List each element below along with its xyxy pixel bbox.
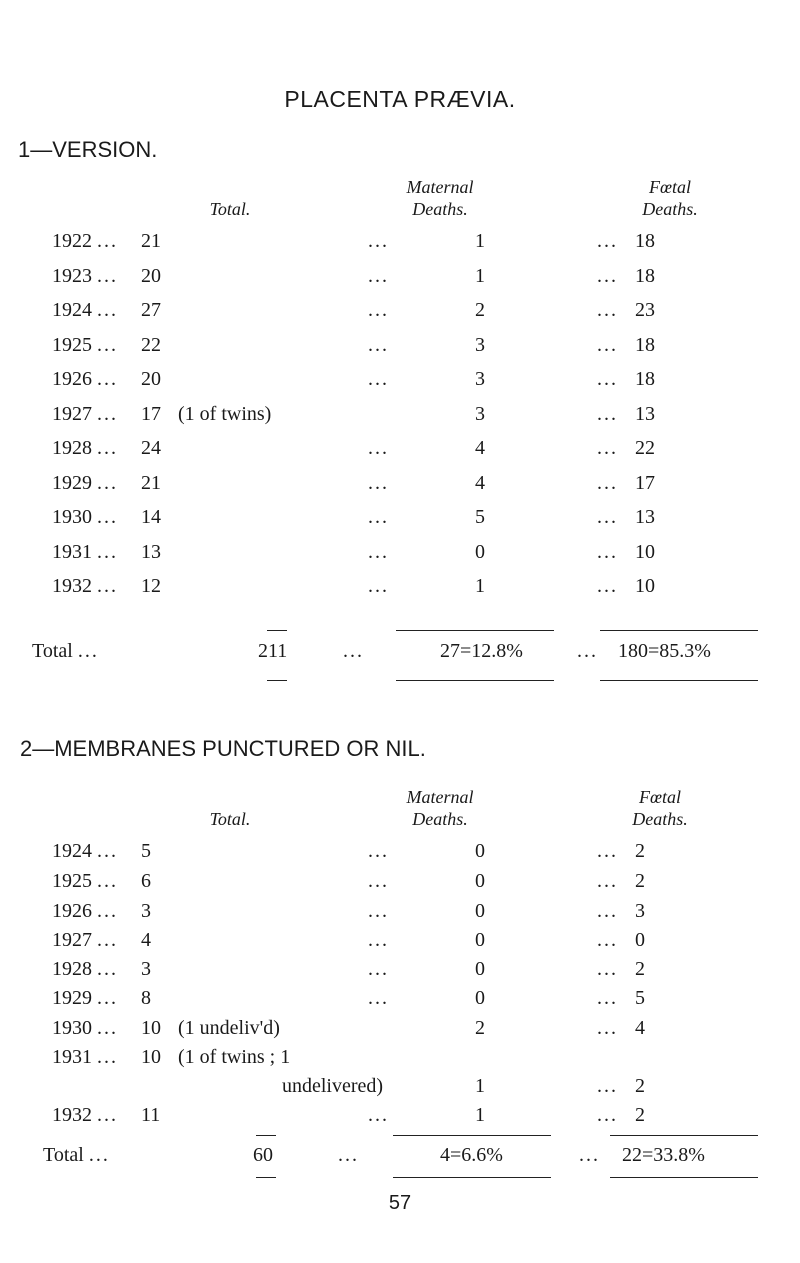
divider <box>396 630 554 631</box>
row-total: 20 <box>141 264 161 287</box>
row-foetal-deaths: 13 <box>635 402 655 425</box>
total-row-label: Total ... <box>43 1144 110 1166</box>
divider <box>267 680 287 681</box>
row-foetal-deaths: 18 <box>635 368 655 390</box>
row-foetal-deaths: 4 <box>635 1017 645 1039</box>
row-foetal-deaths: 17 <box>635 471 655 494</box>
row-maternal-deaths: 0 <box>475 540 485 563</box>
row-total: 21 <box>141 230 161 252</box>
column-header-foetal <box>570 786 750 830</box>
row-year: 1924 <box>52 299 92 321</box>
divider <box>256 1177 276 1178</box>
leader-dots: ... <box>97 1104 118 1126</box>
row-year: 1926 <box>52 368 92 390</box>
row-year: 1932 <box>52 575 92 597</box>
leader-dots: ... <box>97 299 118 321</box>
row-year: 1925 <box>52 870 92 892</box>
row-total: 10 <box>141 1046 161 1068</box>
total-row-foetal: 22=33.8% <box>622 1144 705 1166</box>
row-foetal-deaths: 0 <box>635 929 645 951</box>
leader-dots: ... <box>368 900 389 922</box>
leader-dots: ... <box>368 333 389 356</box>
column-header-foetal-line2: Deaths. <box>642 199 698 219</box>
column-header-maternal-line1: Maternal <box>406 787 474 807</box>
row-maternal-deaths: 1 <box>475 1075 485 1097</box>
row-total: 17 <box>141 402 161 425</box>
row-total: 3 <box>141 958 151 980</box>
row-foetal-deaths: 2 <box>635 870 645 892</box>
leader-dots: ... <box>597 230 618 252</box>
row-total: 6 <box>141 870 151 892</box>
column-header-maternal-line2: Deaths. <box>412 809 468 829</box>
leader-dots: ... <box>368 929 389 951</box>
leader-dots: ... <box>368 506 389 528</box>
row-maternal-deaths: 3 <box>475 333 485 356</box>
leader-dots: ... <box>97 506 118 528</box>
row-year: 1928 <box>52 958 92 980</box>
row-foetal-deaths: 18 <box>635 333 655 356</box>
leader-dots: ... <box>597 299 618 321</box>
row-maternal-deaths: 1 <box>475 1104 485 1126</box>
row-total: 4 <box>141 929 151 951</box>
total-row-foetal: 180=85.3% <box>618 640 711 662</box>
row-year: 1930 <box>52 506 92 528</box>
leader-dots: ... <box>597 870 618 892</box>
leader-dots: ... <box>368 264 389 287</box>
row-total: 10 <box>141 1017 161 1039</box>
row-foetal-deaths: 3 <box>635 900 645 922</box>
row-year: 1932 <box>52 1104 92 1126</box>
row-foetal-deaths: 2 <box>635 958 645 980</box>
leader-dots: ... <box>597 437 618 459</box>
row-maternal-deaths: 4 <box>475 471 485 494</box>
row-foetal-deaths: 2 <box>635 840 645 862</box>
row-note: (1 of twins ; 1 <box>178 1046 291 1068</box>
row-year: 1924 <box>52 840 92 862</box>
leader-dots: ... <box>597 506 618 528</box>
leader-dots: ... <box>368 870 389 892</box>
divider <box>256 1135 276 1136</box>
row-total: 14 <box>141 506 161 528</box>
leader-dots: ... <box>97 368 118 390</box>
divider <box>600 630 758 631</box>
row-total: 20 <box>141 368 161 390</box>
row-maternal-deaths: 2 <box>475 299 485 321</box>
leader-dots: ... <box>368 368 389 390</box>
row-year: 1930 <box>52 1017 92 1039</box>
row-year: 1923 <box>52 264 92 287</box>
row-foetal-deaths: 18 <box>635 264 655 287</box>
row-maternal-deaths: 0 <box>475 900 485 922</box>
leader-dots: ... <box>597 840 618 862</box>
divider <box>396 680 554 681</box>
leader-dots: ... <box>368 958 389 980</box>
column-header-maternal <box>360 176 520 220</box>
leader-dots: ... <box>368 230 389 252</box>
page-title: PLACENTA PRÆVIA. <box>284 86 516 112</box>
row-note-continued: undelivered) <box>282 1075 384 1097</box>
leader-dots: ... <box>97 900 118 922</box>
row-year: 1927 <box>52 929 92 951</box>
row-total: 8 <box>141 987 151 1009</box>
row-maternal-deaths: 0 <box>475 958 485 980</box>
row-foetal-deaths: 23 <box>635 299 655 321</box>
row-year: 1929 <box>52 987 92 1009</box>
row-note: (1 of twins) <box>178 402 272 425</box>
leader-dots: ... <box>597 987 618 1009</box>
row-total: 27 <box>141 299 161 321</box>
leader-dots: ... <box>597 368 618 390</box>
total-row-value: 60 <box>253 1144 273 1166</box>
total-row-maternal: 4=6.6% <box>440 1144 503 1166</box>
row-total: 11 <box>141 1104 161 1126</box>
row-note: (1 undeliv'd) <box>178 1017 280 1039</box>
row-year: 1931 <box>52 1046 92 1068</box>
row-year: 1927 <box>52 402 92 425</box>
column-header-maternal <box>360 786 520 830</box>
leader-dots: ... <box>368 437 389 459</box>
leader-dots: ... <box>597 471 618 494</box>
leader-dots: ... <box>343 640 364 662</box>
divider <box>610 1177 758 1178</box>
row-maternal-deaths: 0 <box>475 870 485 892</box>
total-row-maternal: 27=12.8% <box>440 640 523 662</box>
row-foetal-deaths: 2 <box>635 1104 645 1126</box>
divider <box>610 1135 758 1136</box>
row-foetal-deaths: 13 <box>635 506 655 528</box>
row-foetal-deaths: 10 <box>635 540 655 563</box>
column-header-maternal-line2: Deaths. <box>412 199 468 219</box>
leader-dots: ... <box>97 264 118 287</box>
leader-dots: ... <box>597 264 618 287</box>
divider <box>393 1177 551 1178</box>
leader-dots: ... <box>597 333 618 356</box>
column-header-total: Total. <box>209 809 251 829</box>
section-heading-membranes: 2—MEMBRANES PUNCTURED OR NIL. <box>20 736 426 761</box>
row-total: 24 <box>141 437 161 459</box>
leader-dots: ... <box>597 540 618 563</box>
leader-dots: ... <box>97 471 118 494</box>
leader-dots: ... <box>368 1104 389 1126</box>
leader-dots: ... <box>368 471 389 494</box>
leader-dots: ... <box>597 900 618 922</box>
row-maternal-deaths: 1 <box>475 264 485 287</box>
row-foetal-deaths: 5 <box>635 987 645 1009</box>
column-header-foetal-line2: Deaths. <box>632 809 688 829</box>
leader-dots: ... <box>577 640 598 662</box>
divider <box>267 630 287 631</box>
row-total: 5 <box>141 840 151 862</box>
leader-dots: ... <box>597 402 618 425</box>
column-header-foetal-line1: Fœtal <box>638 787 681 807</box>
row-maternal-deaths: 3 <box>475 368 485 390</box>
page-number: 57 <box>388 1192 412 1214</box>
leader-dots: ... <box>97 575 118 597</box>
leader-dots: ... <box>368 840 389 862</box>
row-total: 21 <box>141 471 161 494</box>
row-foetal-deaths: 10 <box>635 575 655 597</box>
leader-dots: ... <box>597 1017 618 1039</box>
row-total: 13 <box>141 540 161 563</box>
leader-dots: ... <box>97 402 118 425</box>
leader-dots: ... <box>597 958 618 980</box>
row-foetal-deaths: 18 <box>635 230 655 252</box>
row-maternal-deaths: 0 <box>475 840 485 862</box>
leader-dots: ... <box>368 540 389 563</box>
column-header-maternal-line1: Maternal <box>406 177 474 197</box>
row-maternal-deaths: 1 <box>475 230 485 252</box>
leader-dots: ... <box>97 437 118 459</box>
row-year: 1922 <box>52 230 92 252</box>
leader-dots: ... <box>368 575 389 597</box>
row-maternal-deaths: 3 <box>475 402 485 425</box>
leader-dots: ... <box>97 929 118 951</box>
row-maternal-deaths: 1 <box>475 575 485 597</box>
row-year: 1925 <box>52 333 92 356</box>
row-maternal-deaths: 5 <box>475 506 485 528</box>
row-year: 1931 <box>52 540 92 563</box>
leader-dots: ... <box>97 1017 118 1039</box>
leader-dots: ... <box>97 987 118 1009</box>
row-year: 1929 <box>52 471 92 494</box>
leader-dots: ... <box>97 1046 118 1068</box>
leader-dots: ... <box>97 540 118 563</box>
total-row-label: Total ... <box>32 640 99 662</box>
row-foetal-deaths: 2 <box>635 1075 645 1097</box>
leader-dots: ... <box>368 987 389 1009</box>
leader-dots: ... <box>97 958 118 980</box>
leader-dots: ... <box>338 1144 359 1166</box>
row-maternal-deaths: 2 <box>475 1017 485 1039</box>
section-heading-version: 1—VERSION. <box>18 137 158 162</box>
total-row-value: 211 <box>258 640 288 662</box>
leader-dots: ... <box>97 870 118 892</box>
leader-dots: ... <box>597 1075 618 1097</box>
column-header-foetal <box>580 176 760 220</box>
row-maternal-deaths: 4 <box>475 437 485 459</box>
leader-dots: ... <box>597 575 618 597</box>
leader-dots: ... <box>97 840 118 862</box>
leader-dots: ... <box>97 230 118 252</box>
leader-dots: ... <box>97 333 118 356</box>
leader-dots: ... <box>597 1104 618 1126</box>
row-foetal-deaths: 22 <box>635 437 655 459</box>
row-total: 3 <box>141 900 151 922</box>
row-total: 12 <box>141 575 161 597</box>
divider <box>600 680 758 681</box>
row-total: 22 <box>141 333 161 356</box>
column-header-total: Total. <box>209 199 251 219</box>
leader-dots: ... <box>368 299 389 321</box>
leader-dots: ... <box>579 1144 600 1166</box>
column-header-foetal-line1: Fœtal <box>648 177 691 197</box>
row-maternal-deaths: 0 <box>475 929 485 951</box>
row-maternal-deaths: 0 <box>475 987 485 1009</box>
divider <box>393 1135 551 1136</box>
row-year: 1928 <box>52 437 92 459</box>
leader-dots: ... <box>597 929 618 951</box>
row-year: 1926 <box>52 900 92 922</box>
